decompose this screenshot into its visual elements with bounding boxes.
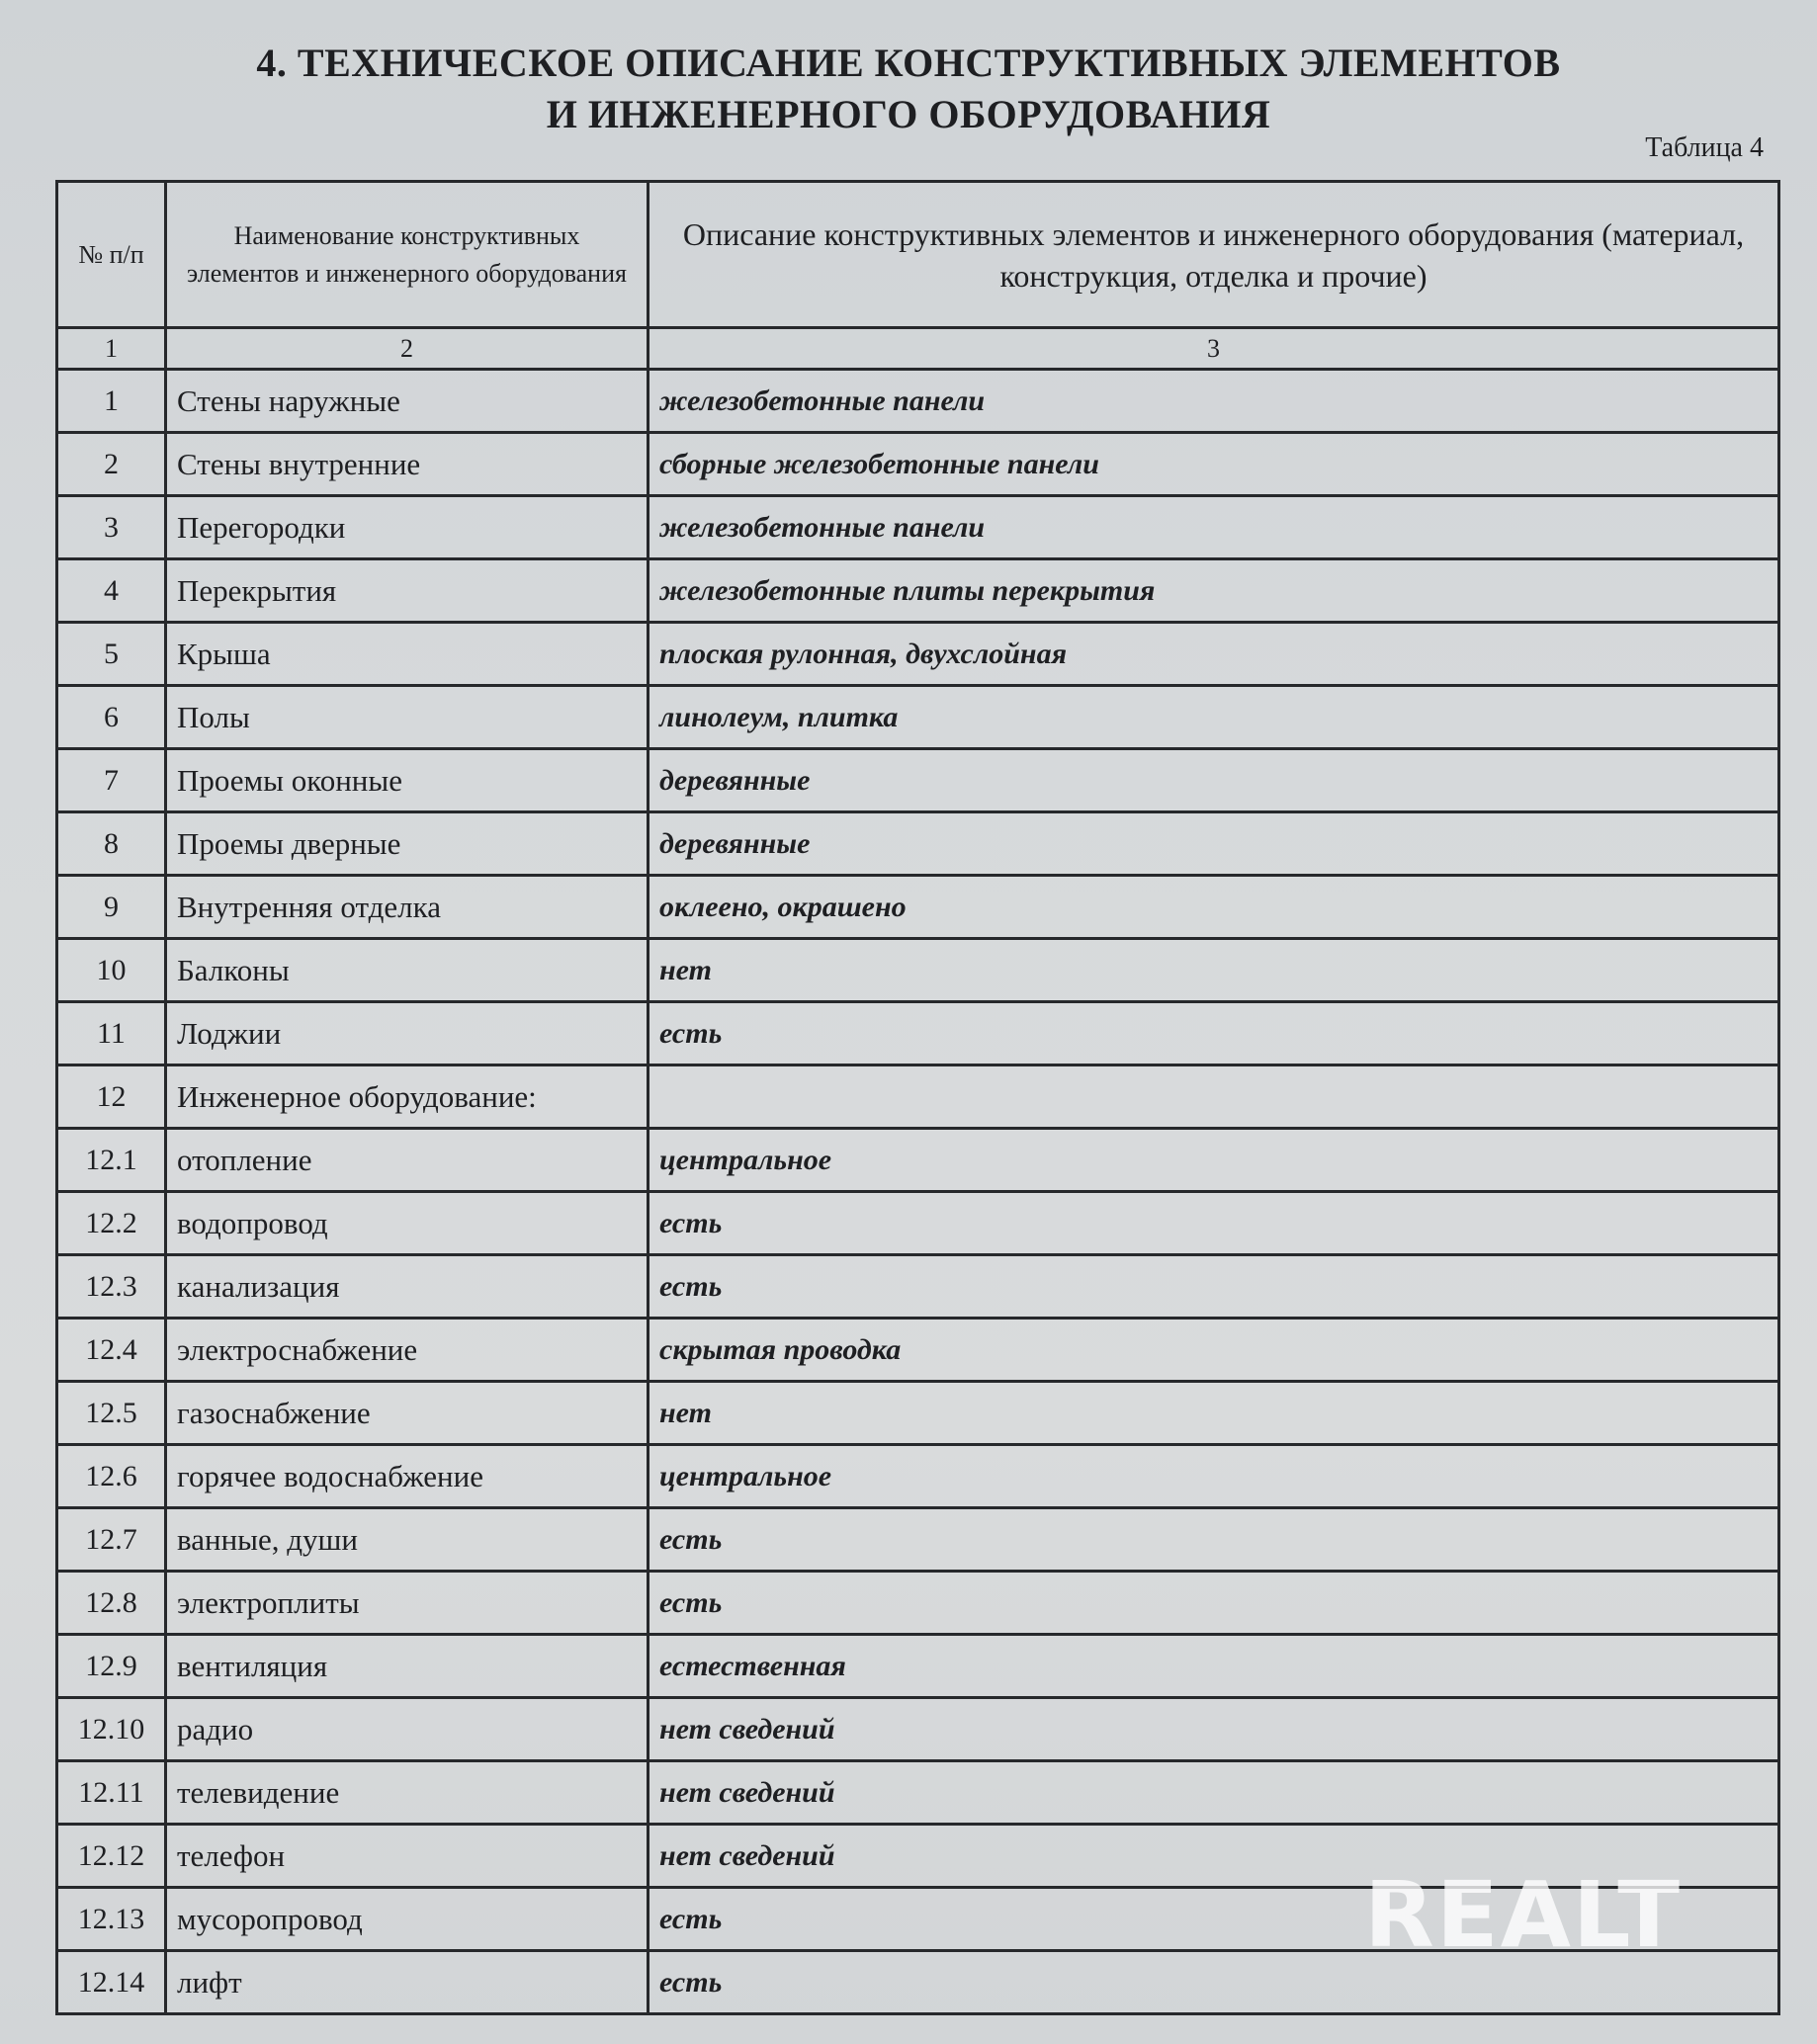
- document-title: [0, 38, 1817, 140]
- row-element-name: Перегородки: [166, 496, 649, 559]
- header-name: Наименование конструктивных элементов и инженерного оборудования: [166, 182, 649, 328]
- title-line-1: 4. ТЕХНИЧЕСКОЕ ОПИСАНИЕ КОНСТРУКТИВНЫХ ЭЛЕМЕНТОВ: [256, 41, 1561, 85]
- row-element-description: скрытая проводка: [649, 1319, 1779, 1382]
- table-row: [57, 876, 1779, 939]
- row-element-name: лифт: [166, 1951, 649, 2014]
- row-number: 1: [57, 370, 166, 433]
- row-number: 12.13: [57, 1888, 166, 1951]
- table-row: [57, 1572, 1779, 1635]
- row-number: 12.11: [57, 1761, 166, 1825]
- row-element-description: центральное: [649, 1129, 1779, 1192]
- row-element-description: деревянные: [649, 812, 1779, 876]
- row-element-description: железобетонные панели: [649, 496, 1779, 559]
- row-number: 12.2: [57, 1192, 166, 1255]
- table-row: [57, 939, 1779, 1002]
- row-element-name: радио: [166, 1698, 649, 1761]
- table-row: [57, 1129, 1779, 1192]
- realt-watermark-logo: REALT: [1364, 1862, 1683, 1968]
- table-row: [57, 686, 1779, 749]
- row-element-name: вентиляция: [166, 1635, 649, 1698]
- row-element-description: [649, 1065, 1779, 1129]
- table-row: [57, 1635, 1779, 1698]
- row-number: 12.14: [57, 1951, 166, 2014]
- row-number: 5: [57, 623, 166, 686]
- row-element-name: отопление: [166, 1129, 649, 1192]
- row-number: 10: [57, 939, 166, 1002]
- column-number-row: [57, 328, 1779, 370]
- table-row: [57, 749, 1779, 812]
- row-element-description: есть: [649, 1951, 1779, 2014]
- table-row: [57, 1255, 1779, 1319]
- row-element-name: Проемы дверные: [166, 812, 649, 876]
- table-row: [57, 1002, 1779, 1065]
- table-row: [57, 1761, 1779, 1825]
- table-row: [57, 1319, 1779, 1382]
- row-element-name: электроплиты: [166, 1572, 649, 1635]
- row-element-name: Полы: [166, 686, 649, 749]
- row-number: 9: [57, 876, 166, 939]
- row-number: 12.10: [57, 1698, 166, 1761]
- column-number: 2: [166, 328, 649, 370]
- row-element-description: железобетонные панели: [649, 370, 1779, 433]
- row-element-description: оклеено, окрашено: [649, 876, 1779, 939]
- row-number: 12.4: [57, 1319, 166, 1382]
- row-element-description: нет сведений: [649, 1761, 1779, 1825]
- row-element-name: Балконы: [166, 939, 649, 1002]
- row-number: 4: [57, 559, 166, 623]
- row-number: 12.5: [57, 1382, 166, 1445]
- row-number: 8: [57, 812, 166, 876]
- table-row: [57, 1192, 1779, 1255]
- table-row: [57, 1382, 1779, 1445]
- row-element-name: электроснабжение: [166, 1319, 649, 1382]
- spec-table: [55, 180, 1780, 2015]
- row-element-name: телефон: [166, 1825, 649, 1888]
- header-description: Описание конструктивных элементов и инженерного оборудования (материал, конструкция, отделка и прочие): [649, 182, 1779, 328]
- row-number: 2: [57, 433, 166, 496]
- table-row: [57, 1065, 1779, 1129]
- header-number: № п/п: [57, 182, 166, 328]
- row-element-description: железобетонные плиты перекрытия: [649, 559, 1779, 623]
- row-number: 7: [57, 749, 166, 812]
- row-number: 3: [57, 496, 166, 559]
- row-element-name: мусоропровод: [166, 1888, 649, 1951]
- row-number: 11: [57, 1002, 166, 1065]
- row-number: 12.6: [57, 1445, 166, 1508]
- row-element-name: телевидение: [166, 1761, 649, 1825]
- table-row: [57, 623, 1779, 686]
- table-header-row: [57, 182, 1779, 328]
- column-number: 3: [649, 328, 1779, 370]
- row-element-description: сборные железобетонные панели: [649, 433, 1779, 496]
- table-body: [57, 370, 1779, 2014]
- row-number: 12.3: [57, 1255, 166, 1319]
- row-number: 12.8: [57, 1572, 166, 1635]
- row-number: 6: [57, 686, 166, 749]
- row-element-name: газоснабжение: [166, 1382, 649, 1445]
- row-element-description: есть: [649, 1192, 1779, 1255]
- table-row: [57, 812, 1779, 876]
- row-element-name: Стены наружные: [166, 370, 649, 433]
- row-element-description: есть: [649, 1572, 1779, 1635]
- row-element-name: Инженерное оборудование:: [166, 1065, 649, 1129]
- row-element-description: линолеум, плитка: [649, 686, 1779, 749]
- table-row: [57, 1445, 1779, 1508]
- row-element-name: канализация: [166, 1255, 649, 1319]
- row-number: 12.1: [57, 1129, 166, 1192]
- row-number: 12: [57, 1065, 166, 1129]
- row-element-description: есть: [649, 1508, 1779, 1572]
- row-element-name: Внутренняя отделка: [166, 876, 649, 939]
- row-element-description: естественная: [649, 1635, 1779, 1698]
- row-element-name: Проемы оконные: [166, 749, 649, 812]
- row-number: 12.12: [57, 1825, 166, 1888]
- table-row: [57, 1698, 1779, 1761]
- row-element-description: нет сведений: [649, 1698, 1779, 1761]
- table-row: [57, 433, 1779, 496]
- row-element-description: нет: [649, 939, 1779, 1002]
- row-number: 12.7: [57, 1508, 166, 1572]
- row-element-description: плоская рулонная, двухслойная: [649, 623, 1779, 686]
- row-element-name: Перекрытия: [166, 559, 649, 623]
- row-element-name: водопровод: [166, 1192, 649, 1255]
- row-element-name: Крыша: [166, 623, 649, 686]
- row-element-description: нет: [649, 1382, 1779, 1445]
- title-line-2: И ИНЖЕНЕРНОГО ОБОРУДОВАНИЯ: [546, 92, 1271, 136]
- table-label: Таблица 4: [1645, 132, 1764, 163]
- row-element-name: горячее водоснабжение: [166, 1445, 649, 1508]
- table-row: [57, 370, 1779, 433]
- row-element-name: Стены внутренние: [166, 433, 649, 496]
- row-element-description: есть: [649, 1002, 1779, 1065]
- row-element-name: ванные, души: [166, 1508, 649, 1572]
- row-element-name: Лоджии: [166, 1002, 649, 1065]
- table-row: [57, 559, 1779, 623]
- row-element-description: центральное: [649, 1445, 1779, 1508]
- table-row: [57, 1508, 1779, 1572]
- row-element-description: есть: [649, 1255, 1779, 1319]
- row-number: 12.9: [57, 1635, 166, 1698]
- column-number: 1: [57, 328, 166, 370]
- row-element-description: есть: [649, 1888, 1779, 1951]
- row-element-description: деревянные: [649, 749, 1779, 812]
- row-element-description: нет сведений: [649, 1825, 1779, 1888]
- table-row: [57, 496, 1779, 559]
